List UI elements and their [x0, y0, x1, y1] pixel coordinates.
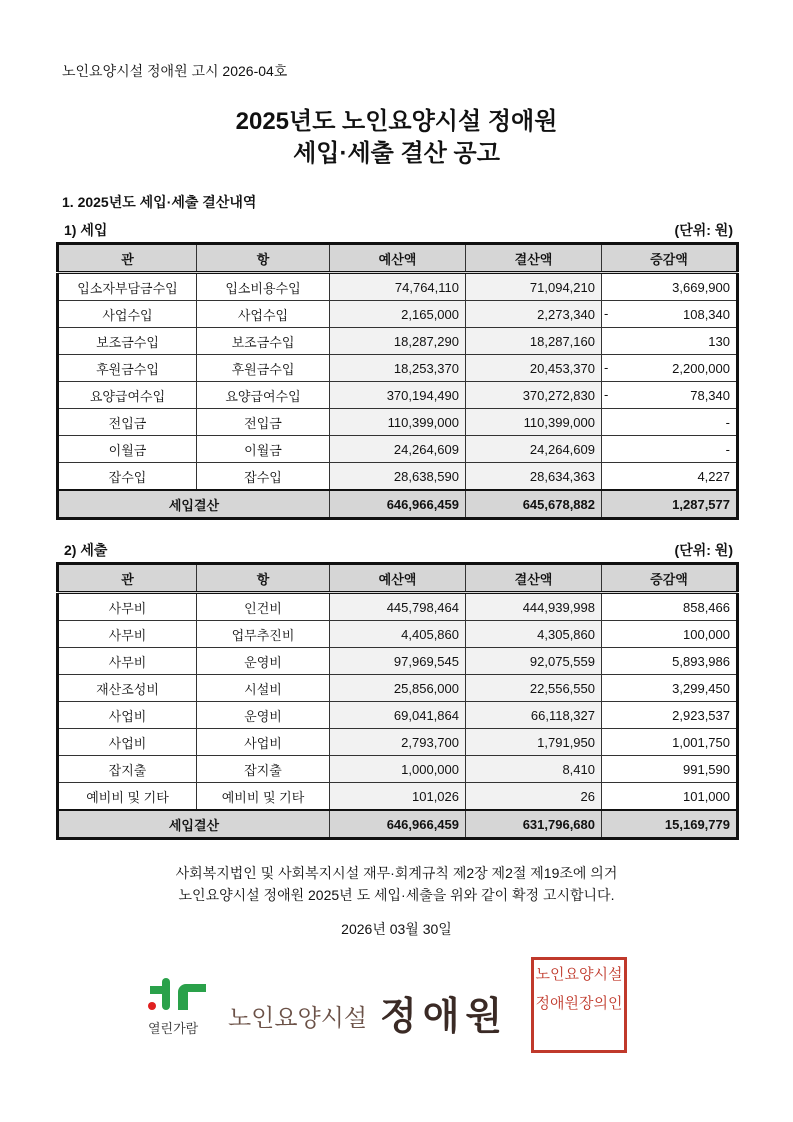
budget-cell: 69,041,864: [330, 702, 466, 729]
hang-cell: 후원금수입: [197, 355, 330, 382]
title-line-1: 2025년도 노인요양시설 정애원: [235, 108, 558, 135]
total-row: [58, 490, 738, 519]
table-row: [58, 675, 738, 702]
column-header: 관: [58, 244, 197, 273]
settled-cell: 22,556,550: [466, 675, 602, 702]
settled-cell: 28,634,363: [466, 463, 602, 491]
budget-cell: 74,764,110: [330, 273, 466, 301]
budget-cell: 18,253,370: [330, 355, 466, 382]
hang-cell: 사업수입: [197, 301, 330, 328]
table-row: [58, 621, 738, 648]
diff-cell: [602, 675, 738, 702]
hang-cell: 인건비: [197, 593, 330, 621]
diff-value: 2,200,000: [672, 360, 730, 376]
hang-cell: 전입금: [197, 409, 330, 436]
budget-cell: 25,856,000: [330, 675, 466, 702]
header-row: [58, 564, 738, 593]
column-header: 결산액: [466, 244, 602, 273]
hang-cell: 보조금수입: [197, 328, 330, 355]
budget-cell: 370,194,490: [330, 382, 466, 409]
column-header: 증감액: [602, 564, 738, 593]
diff-cell: [602, 648, 738, 675]
total-diff: 1,287,577: [602, 490, 738, 519]
total-budget: 646,966,459: [330, 490, 466, 519]
header-row: [58, 244, 738, 273]
settled-cell: 24,264,609: [466, 436, 602, 463]
table-row: [58, 648, 738, 675]
total-budget: 646,966,459: [330, 810, 466, 839]
diff-value: 858,466: [683, 599, 730, 615]
table-row: [58, 756, 738, 783]
budget-cell: 24,264,609: [330, 436, 466, 463]
column-header: 항: [197, 244, 330, 273]
diff-cell: [602, 355, 738, 382]
settled-cell: 18,287,160: [466, 328, 602, 355]
column-header: 항: [197, 564, 330, 593]
table-row: [58, 328, 738, 355]
diff-cell: [602, 756, 738, 783]
footer-line-1: 사회복지법인 및 사회복지시설 재무·회계규칙 제2장 제2절 제19조에 의거: [175, 865, 618, 881]
column-header: 관: [58, 564, 197, 593]
diff-cell: [602, 409, 738, 436]
budget-cell: 101,026: [330, 783, 466, 811]
table-row: [58, 593, 738, 621]
hang-cell: 운영비: [197, 702, 330, 729]
hang-cell: 잡수입: [197, 463, 330, 491]
gwan-cell: 사무비: [58, 621, 197, 648]
notice-number: 노인요양시설 정애원 고시 2026-04호: [62, 63, 288, 79]
gwan-cell: 사무비: [58, 593, 197, 621]
seal-text: 노인요양시설정애원장의인: [535, 966, 623, 1012]
settled-cell: 92,075,559: [466, 648, 602, 675]
table-row: [58, 355, 738, 382]
diff-value: 101,000: [683, 788, 730, 804]
gwan-cell: 이월금: [58, 436, 197, 463]
budget-cell: 97,969,545: [330, 648, 466, 675]
total-label: 세입결산: [58, 490, 330, 519]
settled-cell: 4,305,860: [466, 621, 602, 648]
expense-unit: (단위: 원): [674, 542, 733, 558]
page-title: [0, 106, 793, 170]
settled-cell: 1,791,950: [466, 729, 602, 756]
table-row: [58, 463, 738, 491]
revenue-heading: 1) 세입: [64, 222, 108, 238]
notice-date: 2026년 03월 30일: [341, 921, 452, 937]
diff-cell: [602, 382, 738, 409]
gwan-cell: 입소자부담금수입: [58, 273, 197, 301]
table-row: [58, 436, 738, 463]
table-row: [58, 409, 738, 436]
diff-value: 108,340: [683, 306, 730, 322]
budget-cell: 2,793,700: [330, 729, 466, 756]
legal-basis: [0, 862, 793, 906]
column-header: 예산액: [330, 244, 466, 273]
column-header: 증감액: [602, 244, 738, 273]
gwan-cell: 사무비: [58, 648, 197, 675]
diff-cell: [602, 621, 738, 648]
hang-cell: 사업비: [197, 729, 330, 756]
diff-sign: -: [604, 306, 609, 321]
diff-cell: [602, 702, 738, 729]
table-row: [58, 783, 738, 811]
expense-heading: 2) 세출: [64, 542, 108, 558]
footer-line-2: 노인요양시설 정애원 2025년 도 세입·세출을 위와 같이 확정 고시합니다.: [178, 887, 615, 903]
hang-cell: 이월금: [197, 436, 330, 463]
budget-cell: 18,287,290: [330, 328, 466, 355]
settled-cell: 71,094,210: [466, 273, 602, 301]
hang-cell: 시설비: [197, 675, 330, 702]
gwan-cell: 재산조성비: [58, 675, 197, 702]
diff-value: 3,299,450: [672, 680, 730, 696]
budget-cell: 1,000,000: [330, 756, 466, 783]
total-row: [58, 810, 738, 839]
settled-cell: 2,273,340: [466, 301, 602, 328]
diff-value: 100,000: [683, 626, 730, 642]
diff-value: -: [725, 441, 730, 457]
diff-value: 991,590: [683, 761, 730, 777]
gwan-cell: 요양급여수입: [58, 382, 197, 409]
hang-cell: 운영비: [197, 648, 330, 675]
table-row: [58, 702, 738, 729]
total-label: 세입결산: [58, 810, 330, 839]
column-header: 결산액: [466, 564, 602, 593]
settled-cell: 20,453,370: [466, 355, 602, 382]
budget-cell: 4,405,860: [330, 621, 466, 648]
settled-cell: 444,939,998: [466, 593, 602, 621]
diff-cell: [602, 593, 738, 621]
table-row: [58, 273, 738, 301]
settled-cell: 66,118,327: [466, 702, 602, 729]
diff-cell: [602, 463, 738, 491]
column-header: 예산액: [330, 564, 466, 593]
gwan-cell: 예비비 및 기타: [58, 783, 197, 811]
expense-table: [56, 562, 739, 840]
diff-value: 1,001,750: [672, 734, 730, 750]
official-seal: [531, 957, 627, 1053]
section-heading: 1. 2025년도 세입·세출 결산내역: [62, 194, 257, 210]
gwan-cell: 잡수입: [58, 463, 197, 491]
diff-value: 2,923,537: [672, 707, 730, 723]
diff-value: -: [725, 414, 730, 430]
gwan-cell: 보조금수입: [58, 328, 197, 355]
facility-name: 정애원: [380, 996, 509, 1038]
diff-cell: [602, 301, 738, 328]
gwan-cell: 사업비: [58, 702, 197, 729]
table-row: [58, 301, 738, 328]
gwan-cell: 후원금수입: [58, 355, 197, 382]
hang-cell: 예비비 및 기타: [197, 783, 330, 811]
diff-cell: [602, 273, 738, 301]
settled-cell: 370,272,830: [466, 382, 602, 409]
diff-value: 78,340: [690, 387, 730, 403]
hang-cell: 업무추진비: [197, 621, 330, 648]
settled-cell: 110,399,000: [466, 409, 602, 436]
logo-text: 열린가람: [148, 1021, 199, 1036]
total-diff: 15,169,779: [602, 810, 738, 839]
revenue-table: [56, 242, 739, 520]
gwan-cell: 사업수입: [58, 301, 197, 328]
budget-cell: 28,638,590: [330, 463, 466, 491]
revenue-unit: (단위: 원): [674, 222, 733, 238]
diff-cell: [602, 436, 738, 463]
diff-cell: [602, 783, 738, 811]
settled-cell: 8,410: [466, 756, 602, 783]
total-settled: 631,796,680: [466, 810, 602, 839]
hang-cell: 요양급여수입: [197, 382, 330, 409]
diff-sign: -: [604, 387, 609, 402]
gwan-cell: 잡지출: [58, 756, 197, 783]
diff-cell: [602, 328, 738, 355]
table-row: [58, 729, 738, 756]
table-row: [58, 382, 738, 409]
diff-sign: -: [604, 360, 609, 375]
hang-cell: 입소비용수입: [197, 273, 330, 301]
title-line-2: 세입·세출 결산 공고: [293, 140, 500, 167]
gwan-cell: 사업비: [58, 729, 197, 756]
gwan-cell: 전입금: [58, 409, 197, 436]
diff-cell: [602, 729, 738, 756]
diff-value: 3,669,900: [672, 279, 730, 295]
diff-value: 5,893,986: [672, 653, 730, 669]
budget-cell: 2,165,000: [330, 301, 466, 328]
total-settled: 645,678,882: [466, 490, 602, 519]
budget-cell: 445,798,464: [330, 593, 466, 621]
diff-value: 4,227: [697, 468, 730, 484]
budget-cell: 110,399,000: [330, 409, 466, 436]
diff-value: 130: [708, 333, 730, 349]
facility-type: 노인요양시설: [228, 1005, 368, 1032]
hang-cell: 잡지출: [197, 756, 330, 783]
settled-cell: 26: [466, 783, 602, 811]
